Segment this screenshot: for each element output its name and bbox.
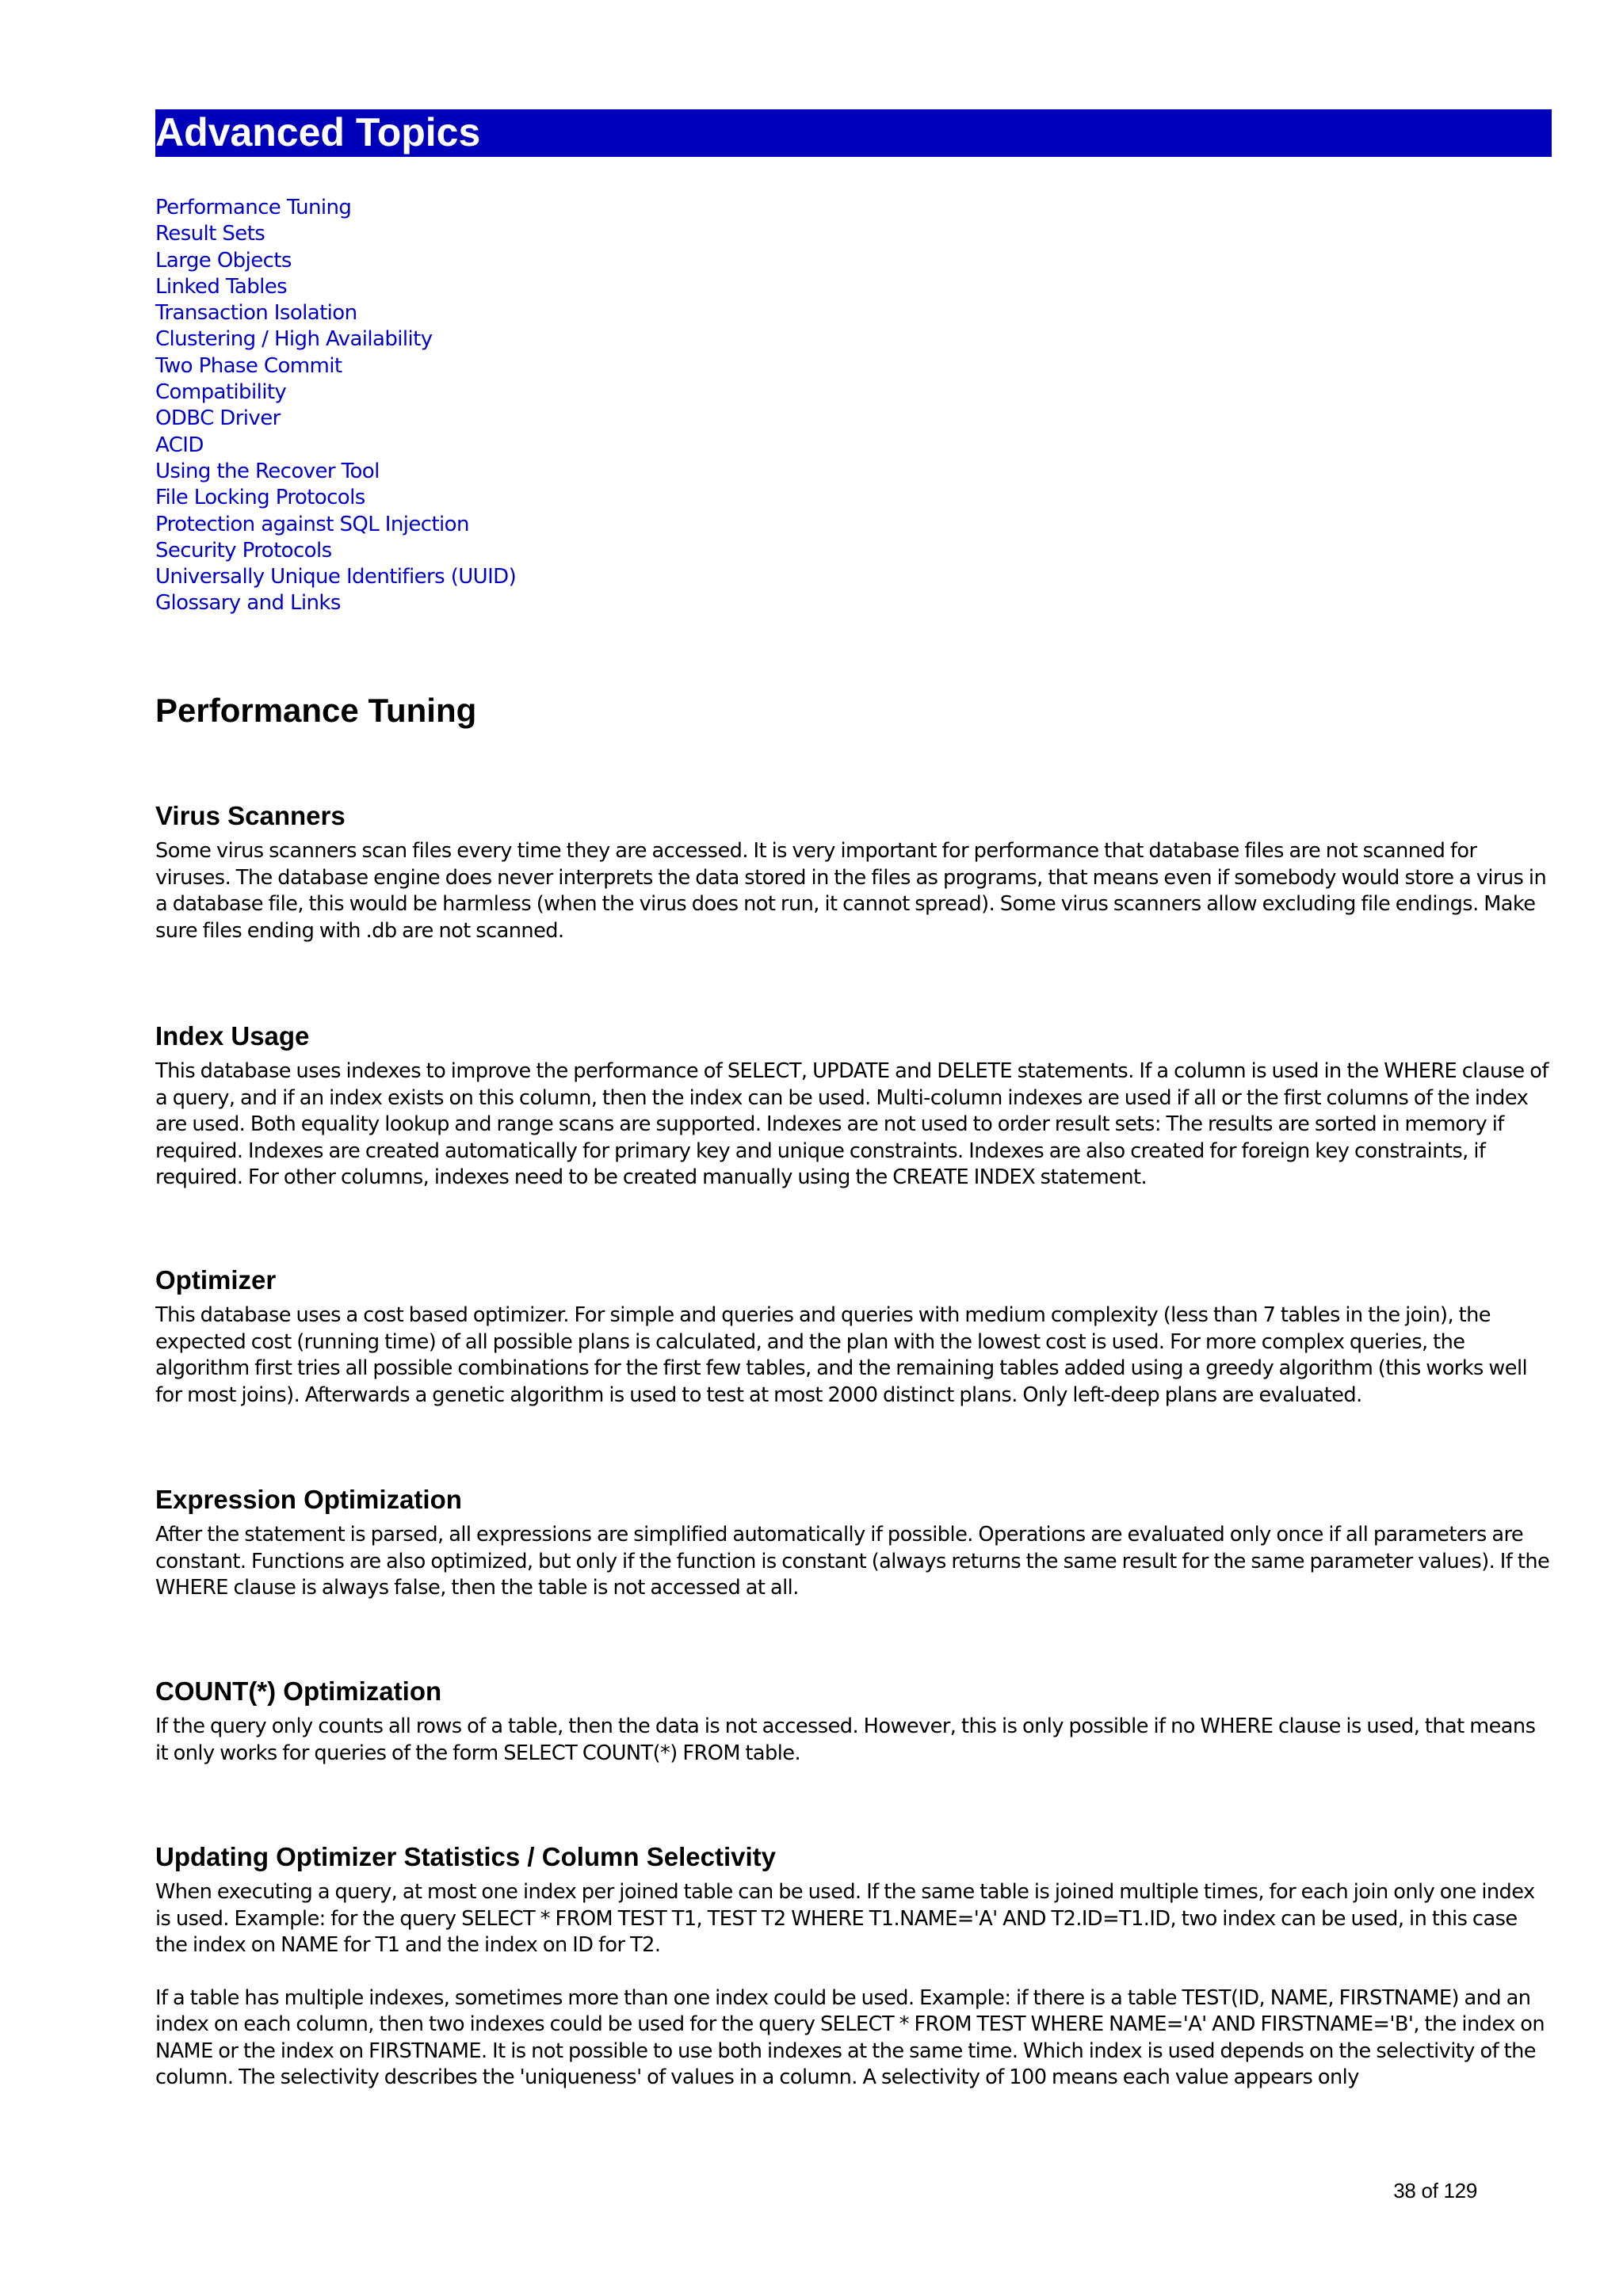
toc-item (155, 300, 1552, 326)
toc-link-file-locking[interactable]: File Locking Protocols (155, 486, 365, 510)
toc-link-two-phase-commit[interactable]: Two Phase Commit (155, 353, 342, 378)
page-number: 38 of 129 (1393, 2179, 1477, 2203)
subsection-optimizer (155, 1264, 1552, 1409)
toc-link-sql-injection[interactable]: Protection against SQL Injection (155, 512, 469, 536)
toc-item (155, 485, 1552, 511)
subsection-optimizer-statistics (155, 1841, 1552, 2092)
toc-link-glossary[interactable]: Glossary and Links (155, 591, 341, 616)
toc-item (155, 433, 1552, 459)
toc-item (155, 564, 1552, 590)
paragraph: When executing a query, at most one index per joined table can be used. If the same table is joined multiple times, for each join only one index is used. Example: for the query SELECT * FROM TEST T1, TEST T2 WHERE T1.NAME='A' AND T2.ID=T1.ID, two index can be used, in this case the index on NAME for T1 and the index on ID for T2. (155, 1880, 1535, 1957)
toc-item (155, 353, 1552, 379)
toc-link-large-objects[interactable]: Large Objects (155, 248, 292, 273)
document-page (155, 109, 1552, 2089)
paragraph: If the query only counts all rows of a table, then the data is not accessed. However, this is only possible if no WHERE clause is used, that means it only works for queries of the form SELECT COUNT(*) FROM table. (155, 1714, 1536, 1765)
toc-item (155, 512, 1552, 538)
toc-link-result-sets[interactable]: Result Sets (155, 222, 265, 246)
toc-item (155, 221, 1552, 247)
paragraph: This database uses a cost based optimizer. For simple and queries and queries with medium complexity (less than 7 tables in the join), the expected cost (running time) of all possible plans is calculated, and the plan with the lowest cost is used. For more complex queries, the algorithm first tries all possible combinations for the first few tables, and the remaining tables added using a greedy algorithm (this works well for most joins). Afterwards a genetic algorithm is used to test at most 2000 distinct plans. Only left-deep plans are evaluated. (155, 1303, 1528, 1407)
toc-item (155, 379, 1552, 406)
toc-item (155, 195, 1552, 221)
subsection-heading: COUNT(*) Optimization (155, 1676, 442, 1706)
subsection-heading: Optimizer (155, 1265, 277, 1295)
toc-link-acid[interactable]: ACID (155, 433, 204, 457)
subsection-heading: Virus Scanners (155, 801, 346, 830)
subsection-virus-scanners (155, 800, 1552, 944)
toc-link-linked-tables[interactable]: Linked Tables (155, 274, 288, 299)
toc-link-security-protocols[interactable]: Security Protocols (155, 538, 332, 563)
chapter-title: Advanced Topics (155, 109, 1552, 157)
toc-link-compatibility[interactable]: Compatibility (155, 380, 287, 405)
toc-link-odbc-driver[interactable]: ODBC Driver (155, 406, 281, 431)
subsection-index-usage (155, 1020, 1552, 1192)
toc-item (155, 274, 1552, 300)
toc-item (155, 538, 1552, 564)
paragraph: After the statement is parsed, all expressions are simplified automatically if possible. Operations are evaluated only once if all parameters are constant. Functions are also optimized, but only if the function is constant (always returns the same result for the same parameter values). If the WHERE clause is always false, then the table is not accessed at all. (155, 1523, 1550, 1600)
subsection-heading: Index Usage (155, 1021, 310, 1051)
toc-link-uuid[interactable]: Universally Unique Identifiers (UUID) (155, 565, 517, 589)
subsection-heading: Updating Optimizer Statistics / Column Selectivity (155, 1842, 776, 1871)
subsection-heading: Expression Optimization (155, 1485, 462, 1514)
toc-item (155, 459, 1552, 485)
paragraph: This database uses indexes to improve the performance of SELECT, UPDATE and DELETE statements. If a column is used in the WHERE clause of a query, and if an index exists on this column, then the index can be used. Multi-column indexes are used if all or the first columns of the index are used. Both equality lookup and range scans are supported. Indexes are not used to order result sets: The results are sorted in memory if required. Indexes are created automatically for primary key and unique constraints. Indexes are also created for foreign key constraints, if required. For other columns, indexes need to be created manually using the CREATE INDEX statement. (155, 1059, 1549, 1189)
toc-link-transaction-isolation[interactable]: Transaction Isolation (155, 301, 357, 326)
toc-item (155, 248, 1552, 274)
toc-link-recover-tool[interactable]: Using the Recover Tool (155, 459, 380, 483)
subsection-count-optimization (155, 1676, 1552, 1767)
paragraph: If a table has multiple indexes, sometimes more than one index could be used. Example: if there is a table TEST(ID, NAME, FIRSTNAME) and an index on each column, then two indexes could be used for the query SELECT * FROM TEST WHERE NAME='A' AND FIRSTNAME='B', the index on NAME or the index on FIRSTNAME. It is not possible to use both indexes at the same time. Which index is used depends on the selectivity of the column. The selectivity describes the 'uniqueness' of values in a column. A selectivity of 100 means each value appears only (155, 1985, 1545, 2089)
section-title: Performance Tuning (155, 692, 477, 729)
toc-item (155, 590, 1552, 616)
toc-link-clustering[interactable]: Clustering / High Availability (155, 327, 433, 352)
table-of-contents (155, 195, 1552, 617)
paragraph: Some virus scanners scan files every time they are accessed. It is very important for performance that database files are not scanned for viruses. The database engine does never interprets the data stored in the files as programs, that means even if somebody would store a virus in a database file, this would be harmless (when the virus does not run, it cannot spread). Some virus scanners allow excluding file endings. Make sure files ending with .db are not scanned. (155, 839, 1547, 943)
toc-link-performance-tuning[interactable]: Performance Tuning (155, 196, 352, 219)
toc-item (155, 326, 1552, 353)
toc-item (155, 406, 1552, 432)
subsection-expression-optimization (155, 1484, 1552, 1602)
